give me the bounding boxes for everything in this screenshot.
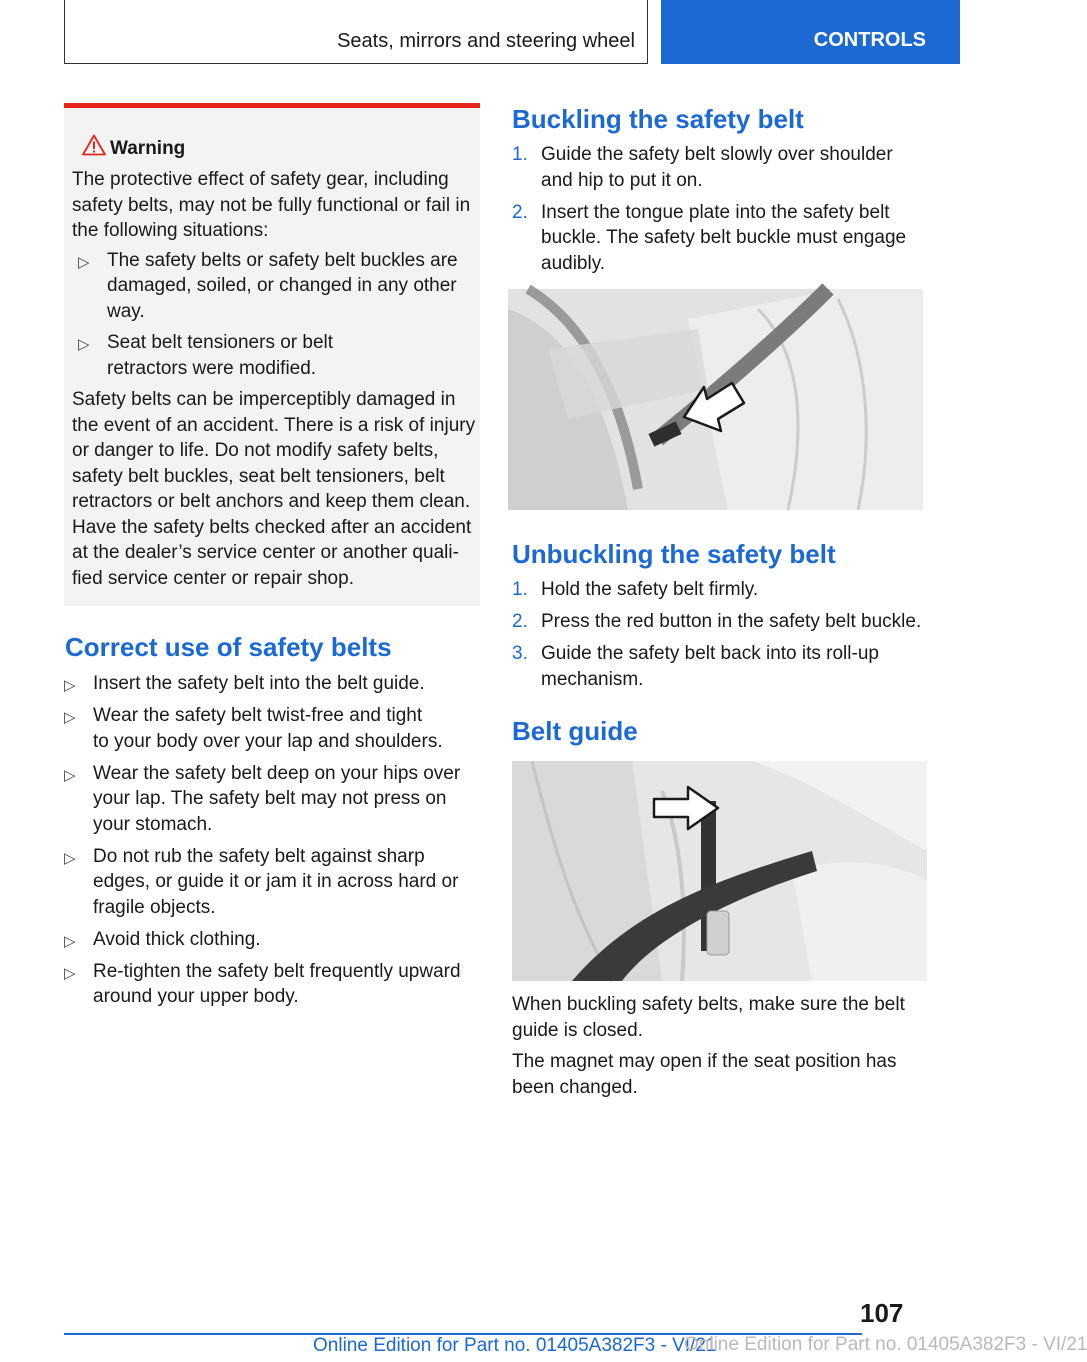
list-item (64, 959, 478, 1010)
page-number: 107 (860, 1298, 904, 1328)
triangle-bullet-icon: ▷ (78, 336, 90, 353)
correct-use-list (64, 671, 476, 1016)
warning-triangle-icon (82, 134, 106, 156)
step-text: Press the red button in the safety belt buckle. (541, 611, 922, 632)
list-item-text: Re-tighten the safety belt frequently upward around your upper body. (93, 960, 461, 1007)
buckling-illustration (508, 289, 923, 510)
list-item-text: The safety belts or safety belt buckles are damaged, soiled, or changed in any other way. (107, 249, 458, 322)
step-number: 1. (512, 579, 528, 600)
warning-box (64, 103, 480, 606)
step-text: Guide the safety belt back into its roll-up mechanism. (541, 643, 879, 690)
buckling-steps (512, 142, 927, 283)
watermark: Online Edition for Part no. 01405A382F3 - VI/21 (684, 1334, 1087, 1355)
step-number: 2. (512, 611, 528, 632)
step-text: Hold the safety belt firmly. (541, 579, 759, 600)
warning-bullet-list (78, 248, 477, 382)
belt-guide-illustration (512, 761, 927, 981)
belt-guide-paragraph-1: When buckling safety belts, make sure the belt guide is closed. (512, 994, 905, 1041)
list-item-text: Avoid thick clothing. (93, 928, 261, 950)
triangle-bullet-icon: ▷ (64, 766, 76, 784)
list-item (64, 703, 443, 754)
belt-guide-paragraph-2: The magnet may open if the seat position has been changed. (512, 1051, 897, 1098)
step-number: 3. (512, 643, 528, 664)
triangle-bullet-icon: ▷ (64, 932, 76, 950)
list-item (512, 200, 927, 277)
step-text: Guide the safety belt slowly over shoulder and hip to put it on. (541, 144, 893, 191)
warning-content (72, 167, 477, 591)
triangle-bullet-icon: ▷ (64, 709, 76, 726)
unbuckling-heading: Unbuckling the safety belt (512, 539, 836, 569)
list-item (512, 142, 901, 193)
header-chapter-tab[interactable]: CONTROLS (661, 0, 960, 64)
triangle-bullet-icon: ▷ (64, 964, 76, 982)
triangle-bullet-icon: ▷ (78, 253, 90, 271)
warning-body: Safety belts can be imperceptibly damaged in the event of an accident. There is a risk of injury or danger to life. Do not modify safety belts, safety belt buckles, seat belt tensioners, belt retractors or belt anchors and keep them clean. Have the safety belts checked after an accident at the dealer’s service center or another quali- fied service center or repair shop. (72, 389, 476, 589)
unbuckling-steps (512, 577, 930, 699)
seat-belt-buckle-image (508, 289, 923, 510)
list-item (512, 609, 930, 635)
correct-use-heading: Correct use of safety belts (65, 632, 392, 662)
header-section-box (64, 0, 648, 64)
step-number: 1. (512, 144, 528, 165)
step-text: Insert the tongue plate into the safety belt buckle. The safety belt buckle must engage audibly. (541, 201, 907, 274)
step-number: 2. (512, 201, 528, 223)
list-item-text: Wear the safety belt deep on your hips over your lap. The safety belt may not press on your stomach. (93, 762, 461, 835)
list-item-text: Seat belt tensioners or belt retractors were modified. (107, 332, 334, 379)
warning-title: Warning (110, 138, 186, 159)
list-item (64, 671, 476, 697)
list-item (512, 641, 901, 692)
list-item (64, 927, 476, 953)
belt-guide-image (512, 761, 927, 981)
warning-intro: The protective effect of safety gear, including safety belts, may not be fully functional or fail in the following situations: (72, 169, 471, 241)
list-item (64, 761, 473, 838)
list-item-text: Insert the safety belt into the belt guide. (93, 673, 425, 694)
header-section-title: Seats, mirrors and steering wheel (337, 30, 635, 52)
buckling-heading: Buckling the safety belt (512, 104, 804, 134)
footer-edition: Online Edition for Part no. 01405A382F3 - VI/21 (313, 1335, 717, 1356)
list-item (64, 844, 471, 921)
belt-guide-heading: Belt guide (512, 716, 638, 746)
list-item (78, 248, 462, 325)
triangle-bullet-icon: ▷ (64, 849, 76, 867)
list-item-text: Wear the safety belt twist-free and tight to your body over your lap and shoulders. (93, 705, 443, 752)
triangle-bullet-icon: ▷ (64, 677, 76, 694)
list-item-text: Do not rub the safety belt against sharp edges, or guide it or jam it in across hard or fragile objects. (93, 845, 459, 918)
list-item (512, 577, 930, 603)
list-item (78, 330, 407, 381)
